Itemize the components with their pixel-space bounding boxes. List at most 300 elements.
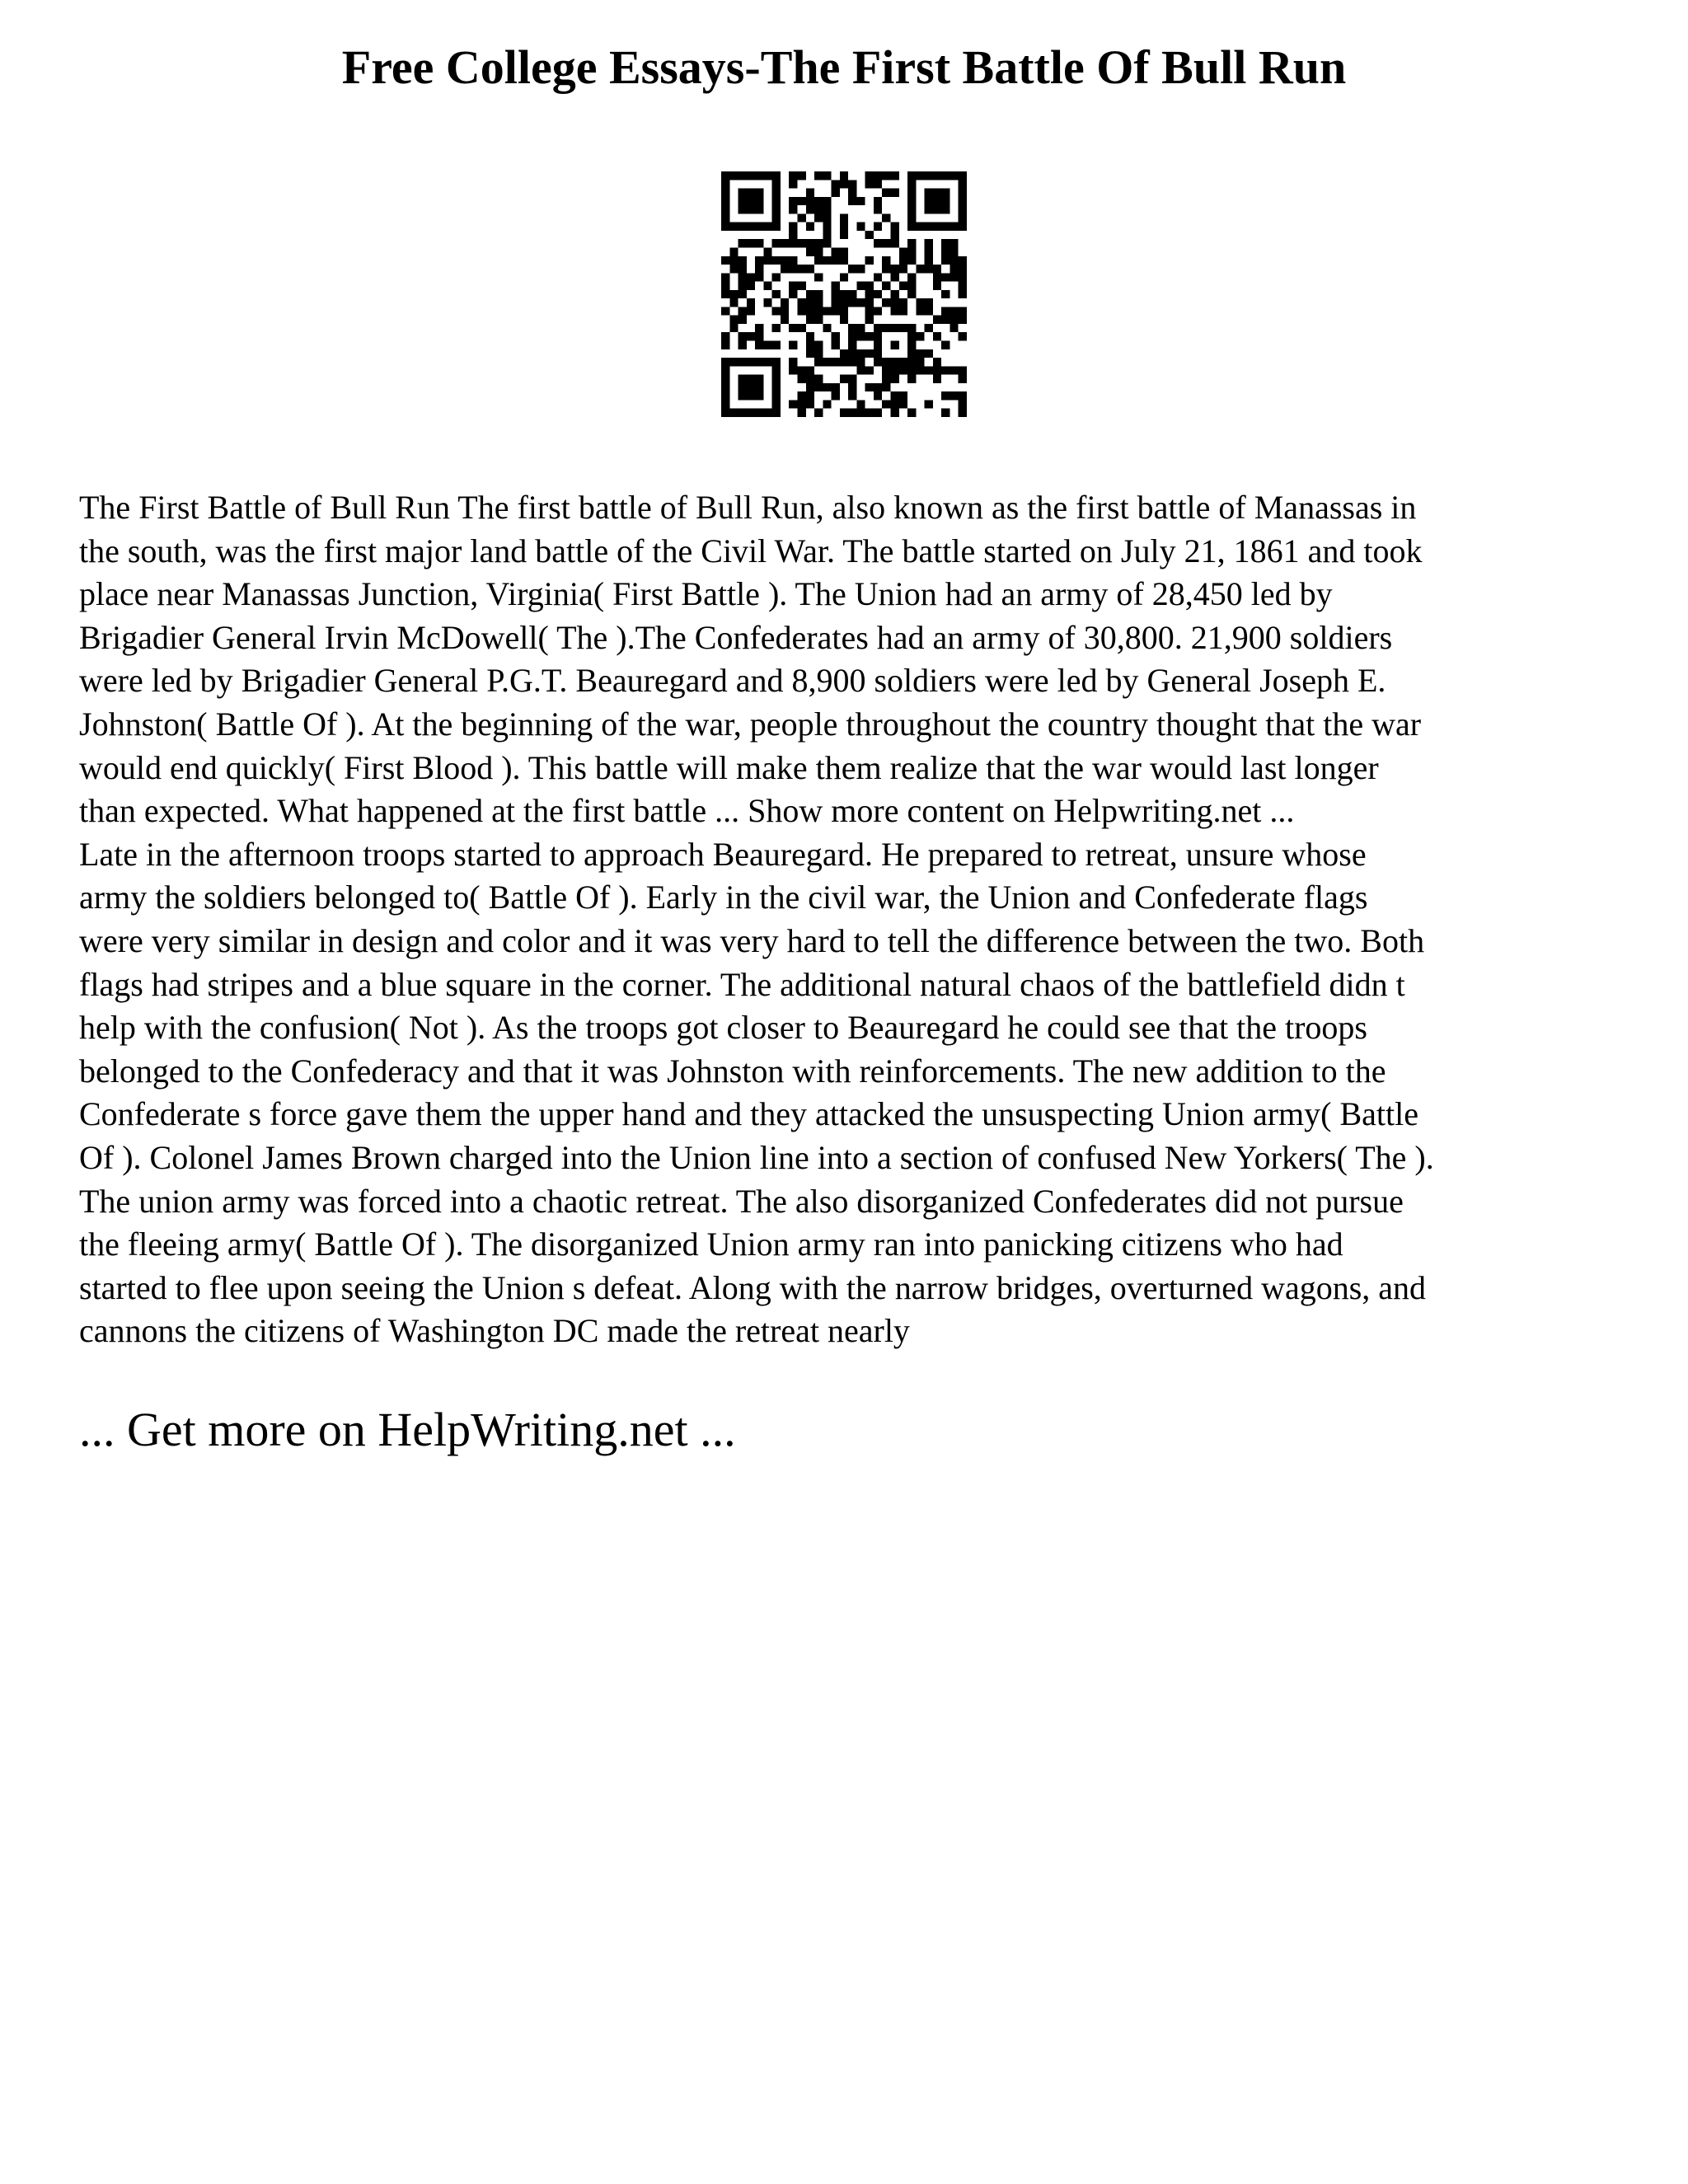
qr-module <box>806 265 814 273</box>
qr-module <box>832 256 840 265</box>
qr-module <box>806 366 814 374</box>
qr-module <box>959 256 967 265</box>
qr-module <box>933 197 941 205</box>
qr-module <box>907 358 916 366</box>
qr-module <box>941 256 950 265</box>
qr-module <box>729 223 738 231</box>
qr-module <box>882 358 890 366</box>
qr-module <box>806 189 814 197</box>
qr-module <box>941 409 950 417</box>
qr-module <box>806 197 814 205</box>
qr-module <box>806 316 814 324</box>
qr-module <box>721 205 729 213</box>
qr-module <box>874 324 882 332</box>
qr-module <box>907 205 916 213</box>
qr-module <box>806 341 814 349</box>
qr-module <box>856 197 865 205</box>
qr-module <box>814 383 823 391</box>
qr-module <box>797 366 805 374</box>
body-line: Late in the afternoon troops started to approach Beauregard. He prepared to retreat, unsure whose <box>79 835 1367 873</box>
qr-module <box>729 358 738 366</box>
qr-module <box>907 409 916 417</box>
qr-module <box>738 282 747 290</box>
qr-module <box>959 366 967 374</box>
qr-module <box>882 366 890 374</box>
qr-module <box>747 307 755 315</box>
qr-module <box>755 409 763 417</box>
qr-module <box>832 341 840 349</box>
qr-module <box>848 290 856 298</box>
qr-module <box>789 366 797 374</box>
qr-module <box>729 256 738 265</box>
qr-module <box>755 265 763 273</box>
qr-module <box>721 256 729 265</box>
qr-module <box>738 307 747 315</box>
qr-module <box>797 298 805 307</box>
qr-module <box>738 316 747 324</box>
body-line: belonged to the Confederacy and that it was Johnston with reinforcements. The new addition to the <box>79 1052 1386 1090</box>
qr-module <box>772 290 781 298</box>
qr-module <box>738 197 747 205</box>
qr-module <box>941 316 950 324</box>
qr-module <box>933 223 941 231</box>
qr-module <box>874 358 882 366</box>
qr-module <box>941 247 950 255</box>
qr-module <box>814 171 823 180</box>
qr-module <box>907 223 916 231</box>
qr-module <box>907 171 916 180</box>
qr-module <box>806 400 814 408</box>
body-line: the south, was the first major land battle of the Civil War. The battle started on July 21, 1861 and took <box>79 532 1423 569</box>
qr-module <box>865 290 874 298</box>
qr-module <box>806 332 814 340</box>
qr-module <box>823 400 831 408</box>
qr-module <box>925 247 933 255</box>
qr-module <box>747 223 755 231</box>
qr-module <box>848 265 856 273</box>
qr-module <box>729 265 738 273</box>
qr-module <box>789 180 797 188</box>
qr-module <box>840 409 848 417</box>
body-line: The First Battle of Bull Run The first battle of Bull Run, also known as the first battle of Manassas in <box>79 489 1417 526</box>
qr-module <box>882 256 890 265</box>
qr-module <box>891 290 899 298</box>
qr-module <box>933 171 941 180</box>
qr-module <box>856 298 865 307</box>
qr-module <box>729 247 738 255</box>
qr-module <box>933 316 941 324</box>
qr-module <box>848 383 856 391</box>
qr-module <box>899 265 907 273</box>
qr-module <box>907 197 916 205</box>
qr-module <box>882 375 890 383</box>
qr-module <box>755 383 763 391</box>
qr-module <box>865 366 874 374</box>
qr-module <box>738 290 747 298</box>
qr-module <box>781 298 789 307</box>
qr-module <box>747 298 755 307</box>
qr-module <box>891 171 899 180</box>
qr-module <box>747 332 755 340</box>
qr-module <box>925 265 933 273</box>
qr-module <box>925 324 933 332</box>
qr-module <box>941 290 950 298</box>
qr-module <box>874 409 882 417</box>
qr-module <box>772 171 781 180</box>
qr-module <box>806 223 814 231</box>
qr-module <box>747 171 755 180</box>
qr-module <box>755 256 763 265</box>
qr-module <box>925 366 933 374</box>
qr-module <box>959 213 967 222</box>
qr-module <box>874 273 882 281</box>
qr-module <box>772 239 781 247</box>
qr-module <box>840 290 848 298</box>
qr-module <box>738 205 747 213</box>
qr-module <box>789 341 797 349</box>
qr-module <box>865 231 874 239</box>
qr-module <box>899 366 907 374</box>
qr-module <box>814 375 823 383</box>
qr-module <box>916 366 924 374</box>
qr-module <box>738 265 747 273</box>
qr-module <box>840 223 848 231</box>
qr-module <box>814 316 823 324</box>
qr-module <box>797 171 805 180</box>
qr-module <box>907 375 916 383</box>
qr-module <box>772 366 781 374</box>
qr-module <box>738 341 747 349</box>
body-line: Johnston( Battle Of ). At the beginning of the war, people throughout the country thought that the war <box>79 705 1422 743</box>
qr-module <box>755 391 763 400</box>
qr-module <box>891 231 899 239</box>
qr-module <box>806 383 814 391</box>
qr-module <box>772 391 781 400</box>
qr-module <box>848 324 856 332</box>
qr-module <box>721 282 729 290</box>
qr-module <box>721 375 729 383</box>
qr-module <box>832 391 840 400</box>
qr-module <box>789 256 797 265</box>
qr-module <box>848 197 856 205</box>
qr-module <box>848 180 856 188</box>
qr-module <box>747 375 755 383</box>
qr-module <box>755 324 763 332</box>
qr-module <box>747 239 755 247</box>
qr-module <box>950 247 958 255</box>
qr-module <box>755 341 763 349</box>
qr-module <box>763 247 771 255</box>
qr-module <box>891 391 899 400</box>
qr-module <box>729 316 738 324</box>
body-line: flags had stripes and a blue square in the corner. The additional natural chaos of the battlefield didn t <box>79 965 1405 1003</box>
qr-module <box>789 205 797 213</box>
qr-module <box>763 171 771 180</box>
qr-module <box>848 358 856 366</box>
qr-module <box>907 213 916 222</box>
qr-module <box>755 375 763 383</box>
qr-module <box>907 341 916 349</box>
qr-module <box>907 239 916 247</box>
body-line: place near Manassas Junction, Virginia( First Battle ). The Union had an army of 28,450 led by <box>79 575 1333 613</box>
qr-module <box>797 197 805 205</box>
qr-module <box>933 205 941 213</box>
qr-module <box>814 358 823 366</box>
qr-module <box>907 180 916 188</box>
qr-module <box>772 213 781 222</box>
qr-module <box>797 409 805 417</box>
qr-module <box>941 307 950 315</box>
qr-module <box>891 409 899 417</box>
qr-module <box>925 349 933 358</box>
qr-module <box>891 375 899 383</box>
qr-module <box>772 341 781 349</box>
body-line: the fleeing army( Battle Of ). The disorganized Union army ran into panicking citizens who had <box>79 1226 1343 1263</box>
qr-module <box>856 409 865 417</box>
qr-module <box>747 391 755 400</box>
qr-module <box>729 324 738 332</box>
qr-module <box>806 239 814 247</box>
qr-module <box>933 189 941 197</box>
qr-module <box>738 409 747 417</box>
qr-module <box>916 332 924 340</box>
qr-module <box>950 391 958 400</box>
qr-module <box>789 239 797 247</box>
qr-code-icon <box>721 171 967 417</box>
qr-module <box>891 189 899 197</box>
qr-module <box>747 197 755 205</box>
qr-module <box>899 391 907 400</box>
qr-module <box>899 324 907 332</box>
qr-module <box>814 205 823 213</box>
qr-module <box>950 316 958 324</box>
qr-module <box>763 256 771 265</box>
qr-module <box>865 349 874 358</box>
qr-module <box>899 298 907 307</box>
qr-module <box>950 307 958 315</box>
qr-module <box>823 213 831 222</box>
qr-module <box>797 391 805 400</box>
qr-module <box>747 273 755 281</box>
qr-module <box>781 265 789 273</box>
qr-module <box>729 290 738 298</box>
qr-module <box>797 400 805 408</box>
body-line: started to flee upon seeing the Union s defeat. Along with the narrow bridges, overturned wagons, and <box>79 1268 1427 1306</box>
qr-module <box>882 265 890 273</box>
qr-module <box>856 349 865 358</box>
qr-module <box>781 239 789 247</box>
qr-module <box>832 358 840 366</box>
qr-module <box>763 298 771 307</box>
qr-module <box>856 332 865 340</box>
qr-module <box>959 282 967 290</box>
qr-module <box>789 282 797 290</box>
qr-module <box>925 256 933 265</box>
qr-module <box>772 375 781 383</box>
qr-module <box>823 383 831 391</box>
qr-module <box>874 307 882 315</box>
qr-module <box>797 307 805 315</box>
qr-module <box>907 282 916 290</box>
qr-module <box>941 197 950 205</box>
qr-module <box>882 400 890 408</box>
qr-module <box>959 375 967 383</box>
qr-module <box>763 282 771 290</box>
qr-module <box>925 205 933 213</box>
qr-module <box>916 307 924 315</box>
qr-module <box>874 180 882 188</box>
qr-module <box>832 290 840 298</box>
essay-body <box>79 486 1629 1353</box>
qr-module <box>882 213 890 222</box>
qr-module <box>848 298 856 307</box>
qr-module <box>941 391 950 400</box>
qr-module <box>891 341 899 349</box>
qr-module <box>959 189 967 197</box>
qr-module <box>797 375 805 383</box>
qr-module <box>832 332 840 340</box>
qr-module <box>763 409 771 417</box>
qr-module <box>848 189 856 197</box>
qr-module <box>772 180 781 188</box>
qr-module <box>907 366 916 374</box>
qr-module <box>772 273 781 281</box>
qr-module <box>874 349 882 358</box>
qr-module <box>789 265 797 273</box>
qr-module <box>856 366 865 374</box>
qr-module <box>925 239 933 247</box>
qr-module <box>941 189 950 197</box>
qr-module <box>747 282 755 290</box>
qr-module <box>907 247 916 255</box>
document-title: Free College Essays-The First Battle Of Bull Run <box>341 40 1347 94</box>
body-line: than expected. What happened at the first battle ... Show more content on Helpwriting.net ... <box>79 792 1295 830</box>
qr-module <box>874 171 882 180</box>
qr-module <box>721 307 729 315</box>
qr-module <box>925 223 933 231</box>
qr-module <box>814 213 823 222</box>
qr-module <box>856 400 865 408</box>
qr-module <box>721 273 729 281</box>
qr-module <box>882 383 890 391</box>
qr-module <box>738 171 747 180</box>
qr-module <box>874 290 882 298</box>
qr-module <box>874 332 882 340</box>
qr-module <box>832 189 840 197</box>
qr-module <box>959 223 967 231</box>
qr-module <box>729 171 738 180</box>
qr-module <box>823 256 831 265</box>
qr-module <box>959 409 967 417</box>
qr-module <box>755 332 763 340</box>
qr-module <box>840 298 848 307</box>
qr-module <box>933 375 941 383</box>
qr-module <box>941 223 950 231</box>
qr-module <box>840 213 848 222</box>
qr-module <box>848 391 856 400</box>
qr-module <box>797 265 805 273</box>
qr-module <box>840 247 848 255</box>
qr-module <box>856 324 865 332</box>
qr-module <box>950 273 958 281</box>
qr-module <box>721 213 729 222</box>
qr-module <box>763 223 771 231</box>
qr-module <box>721 171 729 180</box>
qr-module <box>950 239 958 247</box>
qr-module <box>789 197 797 205</box>
qr-module <box>721 400 729 408</box>
qr-module <box>874 391 882 400</box>
qr-module <box>865 180 874 188</box>
qr-module <box>772 223 781 231</box>
qr-module <box>925 189 933 197</box>
qr-module <box>721 189 729 197</box>
qr-module <box>941 273 950 281</box>
qr-module <box>738 273 747 281</box>
qr-module <box>721 409 729 417</box>
qr-module <box>789 231 797 239</box>
qr-module <box>755 223 763 231</box>
qr-module <box>721 290 729 298</box>
qr-module <box>763 358 771 366</box>
qr-module <box>891 298 899 307</box>
qr-module <box>891 265 899 273</box>
qr-module <box>806 375 814 383</box>
qr-module <box>840 180 848 188</box>
qr-module <box>959 290 967 298</box>
qr-module <box>907 273 916 281</box>
qr-module <box>916 298 924 307</box>
get-more-link[interactable]: ... Get more on HelpWriting.net ... <box>79 1403 736 1456</box>
qr-module <box>907 290 916 298</box>
body-line: Of ). Colonel James Brown charged into the Union line into a section of confused New Yorkers( The ). <box>79 1138 1434 1176</box>
qr-module <box>925 400 933 408</box>
qr-module <box>755 358 763 366</box>
qr-module <box>933 282 941 290</box>
qr-module <box>865 316 874 324</box>
qr-module <box>916 223 924 231</box>
qr-module <box>738 375 747 383</box>
qr-module <box>959 180 967 188</box>
qr-module <box>814 247 823 255</box>
qr-module <box>882 171 890 180</box>
qr-module <box>832 282 840 290</box>
qr-module <box>891 239 899 247</box>
qr-module <box>891 358 899 366</box>
qr-module <box>865 282 874 290</box>
qr-module <box>840 349 848 358</box>
body-line: help with the confusion( Not ). As the troops got closer to Beauregard he could see that the troops <box>79 1009 1367 1047</box>
qr-module <box>865 383 874 391</box>
qr-module <box>933 265 941 273</box>
qr-module <box>950 324 958 332</box>
qr-module <box>865 409 874 417</box>
qr-module <box>747 205 755 213</box>
qr-module <box>933 358 941 366</box>
qr-module <box>806 247 814 255</box>
qr-module <box>950 223 958 231</box>
qr-module <box>789 324 797 332</box>
qr-module <box>925 171 933 180</box>
qr-module <box>959 197 967 205</box>
qr-module <box>865 171 874 180</box>
qr-module <box>848 409 856 417</box>
qr-module <box>823 171 831 180</box>
qr-module <box>925 197 933 205</box>
qr-module <box>823 205 831 213</box>
qr-module <box>959 265 967 273</box>
qr-module <box>950 366 958 374</box>
